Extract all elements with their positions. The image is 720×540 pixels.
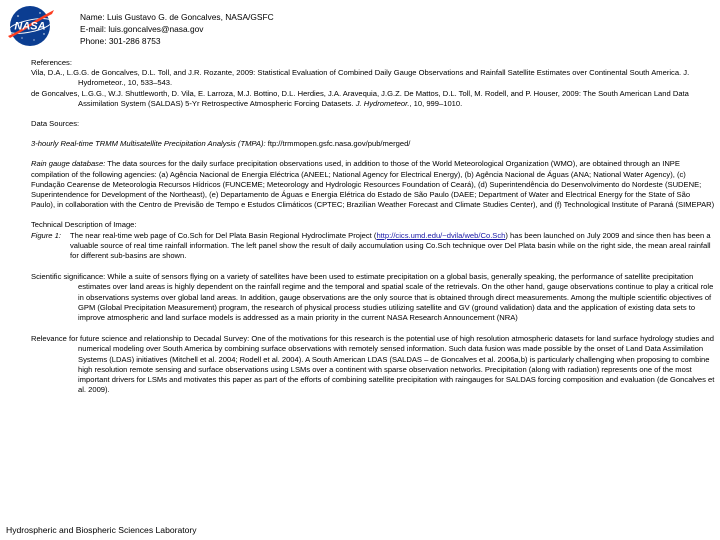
figure-label: Figure 1:: [31, 230, 61, 240]
nasa-logo: [4, 4, 56, 48]
contact-block: [80, 11, 274, 47]
figure-text-post: ) has been launched on July 2009 and since then has been a valuable source of real time rainfall information. The left panel show the result of daily accumulation using Co.Sch technique over Del Plata basin while on the right side, the mean areal rainfall for different sub-basins are shown.: [70, 230, 711, 261]
scientific-significance: Scientific significance: While a suite of sensors flying on a variety of satellites have been used to estimate precipitation on a global basis, generally speaking, the performance of satellite precipitation estimates over land areas is highly dependent on the rainfall regime and the temporal and spatial scale of the retrievals. On the other hand, gauge observations continue to play a critical role in observations systems over global land areas. In addition, gauge observations are the only source that is obtained through direct measurements. Among the multiple scientific objectives of GPM (Global Precipitation Measurement) program, the research of physical process studies utilizing satellite and GV (ground validation) data and the application of existing data sets to improve atmospheric and land surface models is addressed as a main priority in the current NASA Research Announcement (NRA): [31, 272, 714, 323]
contact-phone: Phone: 301-286 8753: [80, 36, 161, 46]
figure-text-pre: The near real-time web page of Co.Sch for Del Plata Basin Regional Hydroclimate Project (: [70, 230, 377, 240]
rain-gauge-label: Rain gauge database:: [31, 159, 106, 169]
rain-gauge-source: [31, 159, 715, 210]
reference-2-journal: J. Hydrometeor.: [355, 98, 410, 108]
logo-lettering: NASA: [14, 20, 46, 33]
rain-gauge-text: The data sources for the daily surface precipitation observations used, in addition to those of the World Meteorological Organization (WMO), are obtained through an INPE compilation of the following agencies: (a) Agência Nacional de Energia Eléctrica (ANEEL; National Agency for Electrical Energy), (b) Agência Nacional de Águas (ANA; National Water Agency), (c) Fundação Cearense de Meteorologia Recursos Hídricos (FUNCEME; Meteorology and Hydrologic Resources Foundation of Ceará), (d) Superintendência do Desenvolvimento do Nordeste (SUDENE; Superintendence for Development of the Northeast), (e) Departamento de Águas e Energia Elétrica do Estado de São Paulo (DAEE; Department of Water and Electrical Energy for the State of São Paulo), in collaboration with the Centro de Previsão de Tempo e Estudos Climáticos (CPTEC; Brazilian Weather Forecast and Climate Studies Center), and (f) Technological Institute of Paraná (SIMEPAR): [31, 159, 715, 210]
technical-heading: Technical Description of Image:: [31, 220, 137, 230]
contact-email: E-mail: luis.goncalves@nasa.gov: [80, 24, 204, 34]
footer-lab-name: Hydrospheric and Biospheric Sciences Laboratory: [6, 525, 197, 535]
reference-2: [31, 89, 715, 109]
nasa-meatball-icon: [4, 4, 56, 48]
trmm-source: [31, 139, 715, 149]
trmm-url: ftp://trmmopen.gsfc.nasa.gov/pub/merged/: [265, 139, 411, 149]
references-heading: References:: [31, 58, 72, 67]
contact-name: Name: Luis Gustavo G. de Goncalves, NASA/GSFC: [80, 12, 274, 22]
figure-1-description: [31, 231, 715, 262]
relevance-paragraph: Relevance for future science and relationship to Decadal Survey: One of the motivations for this research is the potential use of high resolution atmospheric datasets for land surface hydrology studies and numerical modeling over South America by combining surface observations with remotely sensed information. Such data fusion was made possible by the onset of Land Data Assimilation Systems (LDAS) initiatives (Mitchell et al. 2004; Rodell et al. 2004). A South American LDAS (SALDAS – de Goncalves et al. 2006a,b) is particularly challenging when proposing to combine high resolution remote sensing and surface observations using LSMs over a continent with sparse observation networks. Precipitation (along with radiation) represents one of the most important drivers for LSMs and motivates this paper as part of the efforts of combining satellite precipitation with raingauges for SALDAS forcing composition and evaluation (de Goncalves et al. 2009).: [31, 334, 715, 395]
trmm-label: 3-hourly Real-time TRMM Multisatellite Precipitation Analysis (TMPA):: [31, 139, 266, 149]
cosch-link[interactable]: http://cics.umd.edu/~dvila/web/Co.Sch: [376, 230, 506, 240]
reference-2-volume: , 10, 999–1010.: [409, 98, 463, 108]
data-sources-heading: Data Sources:: [31, 119, 80, 129]
reference-2-text: de Goncalves, L.G.G., W.J. Shuttleworth, D. Vila, E. Larroza, M.J. Bottino, D.L. Herdies, J.A. Aravequia, J.G.Z. De Mattos, D.L. Toll, M. Rodell, and P. Houser, 2009: The South American Land Data Assimilation System (SALDAS) 5-Yr Retrospective Atmospheric Forcing Datasets.: [31, 88, 689, 108]
main-content: [31, 58, 715, 395]
reference-1: Vila, D.A., L.G.G. de Goncalves, D.L. Toll, and J.R. Rozante, 2009: Statistical Evaluation of Combined Daily Gauge Observations and Rainfall Satellite Estimates over Continental South America. J. Hydrometeor., 10, 533–543.: [31, 68, 690, 88]
